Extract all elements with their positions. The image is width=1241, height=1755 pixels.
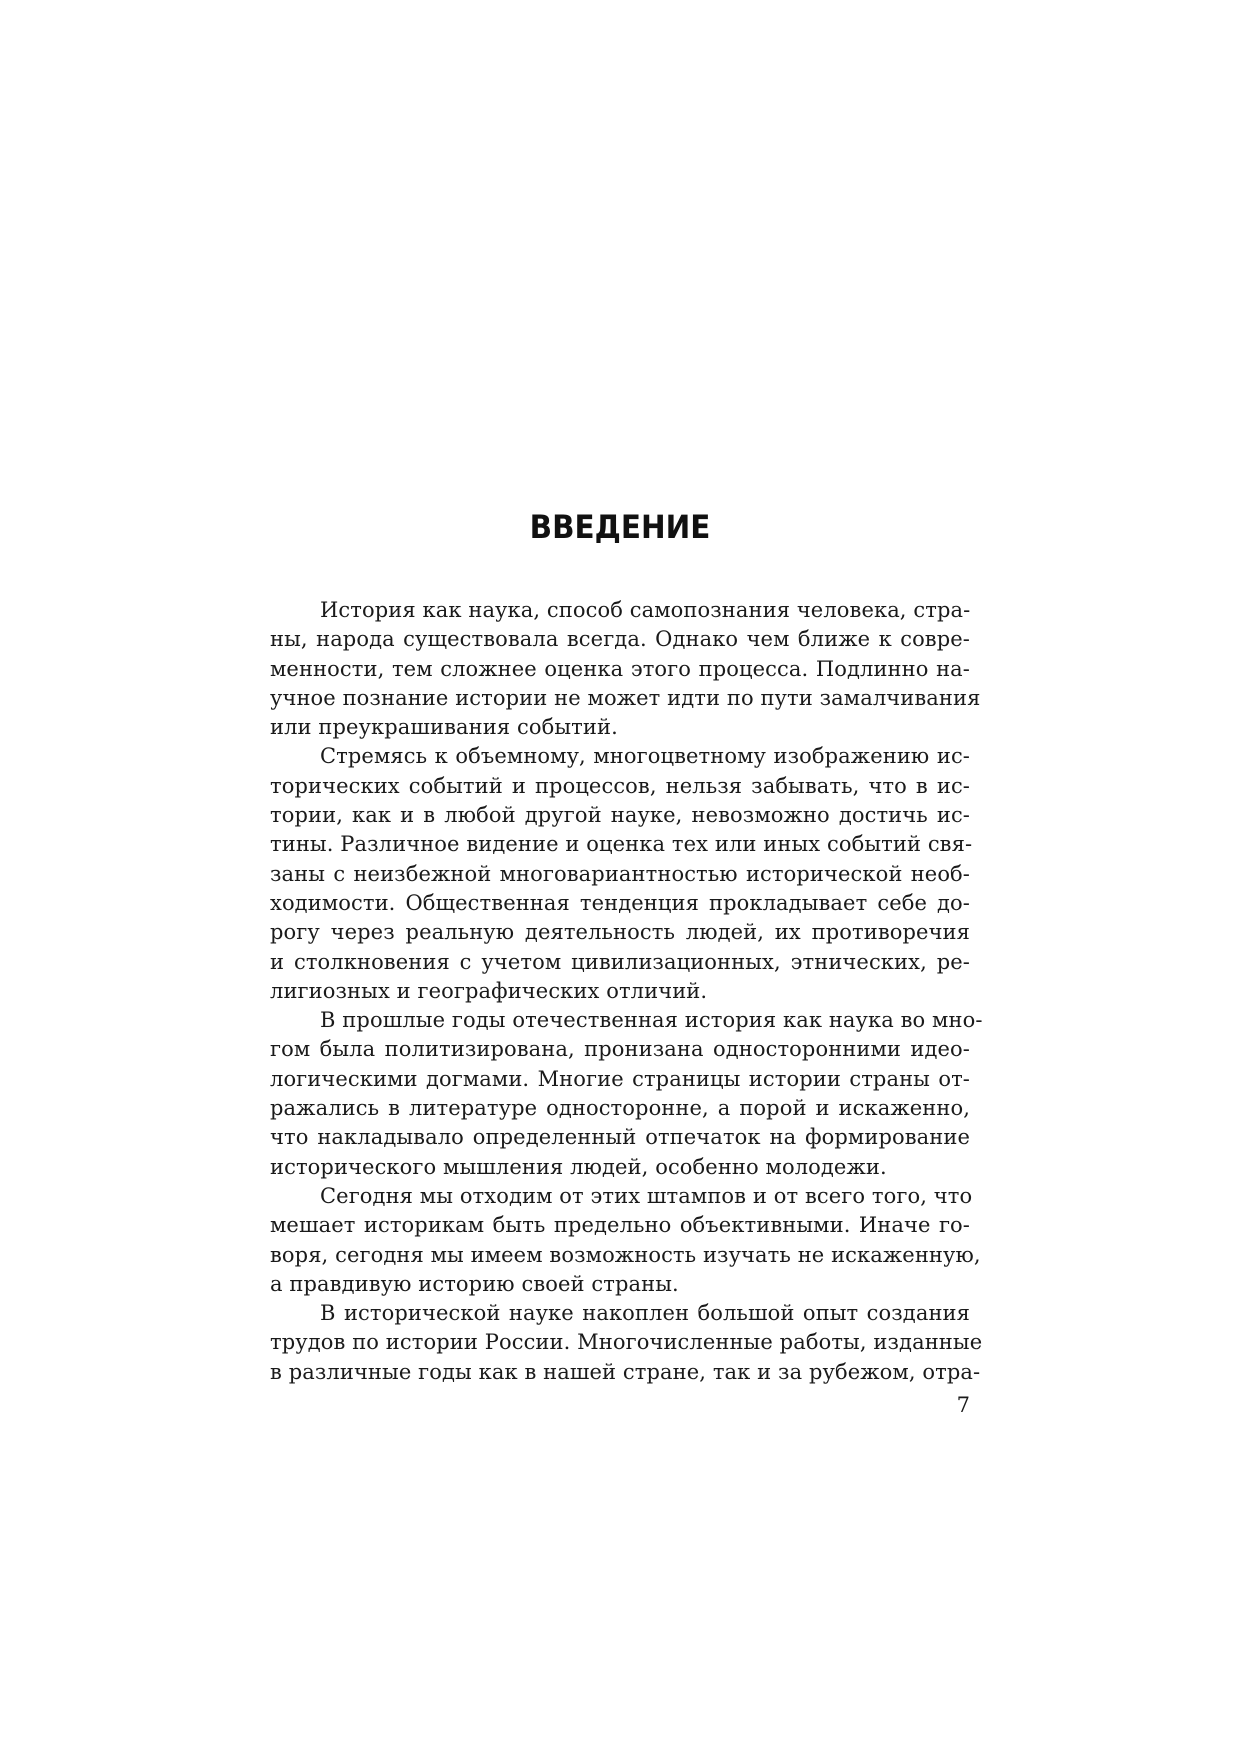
text-line: что накладывало определенный отпечаток на формирование [270,1125,970,1150]
text-line: В прошлые годы отечественная история как наука во мно- [320,1008,983,1033]
page-number: 7 [956,1393,970,1417]
text-line: в различные годы как в нашей стране, так и за рубежом, отра- [270,1359,981,1384]
text-line: История как наука, способ самопознания человека, стра- [320,598,971,622]
text-line: логическими догмами. Многие страницы истории страны от- [270,1066,970,1091]
text-line: и столкновения с учетом цивилизационных, этнических, ре- [270,949,970,974]
text-line: Сегодня мы отходим от этих штампов и от всего того, что [320,1183,973,1208]
text-line: лигиозных и географических отличий. [270,978,708,1003]
text-line: Стремясь к объемному, многоцветному изображению ис- [320,744,970,769]
text-line: гом была политизирована, пронизана односторонними идео- [270,1037,970,1062]
text-line: ходимости. Общественная тенденция прокладывает себе до- [270,890,970,915]
text-line: мешает историкам быть предельно объективными. Иначе го- [270,1213,970,1238]
text-line: исторического мышления людей, особенно молодежи. [270,1154,887,1179]
text-line: В исторической науке накоплен большой опыт создания [320,1301,970,1326]
text-line: трудов по истории России. Многочисленные работы, изданные [270,1330,983,1355]
text-line: ны, народа существовала всегда. Однако чем ближе к совре- [270,627,970,652]
text-line: заны с неизбежной многовариантностью исторической необ- [270,861,970,886]
text-line: или преукрашивания событий. [270,715,618,740]
text-line: тории, как и в любой другой науке, невозможно достичь ис- [270,803,970,828]
text-line: торических событий и процессов, нельзя забывать, что в ис- [270,773,970,798]
body-text [270,596,983,1387]
chapter-heading: ВВЕДЕНИЕ [529,508,711,546]
text-line: а правдивую историю своей страны. [270,1271,679,1296]
text-line: учное познание истории не может идти по пути замалчивания [270,685,981,710]
text-line: тины. Различное видение и оценка тех или иных событий свя- [270,832,973,857]
text-line: рогу через реальную деятельность людей, их противоречия [270,920,970,945]
text-line: воря, сегодня мы имеем возможность изучать не искаженную, [270,1242,981,1267]
text-line: менности, тем сложнее оценка этого процесса. Подлинно на- [270,656,970,681]
text-line: ражались в литературе односторонне, а порой и искаженно, [270,1096,970,1121]
